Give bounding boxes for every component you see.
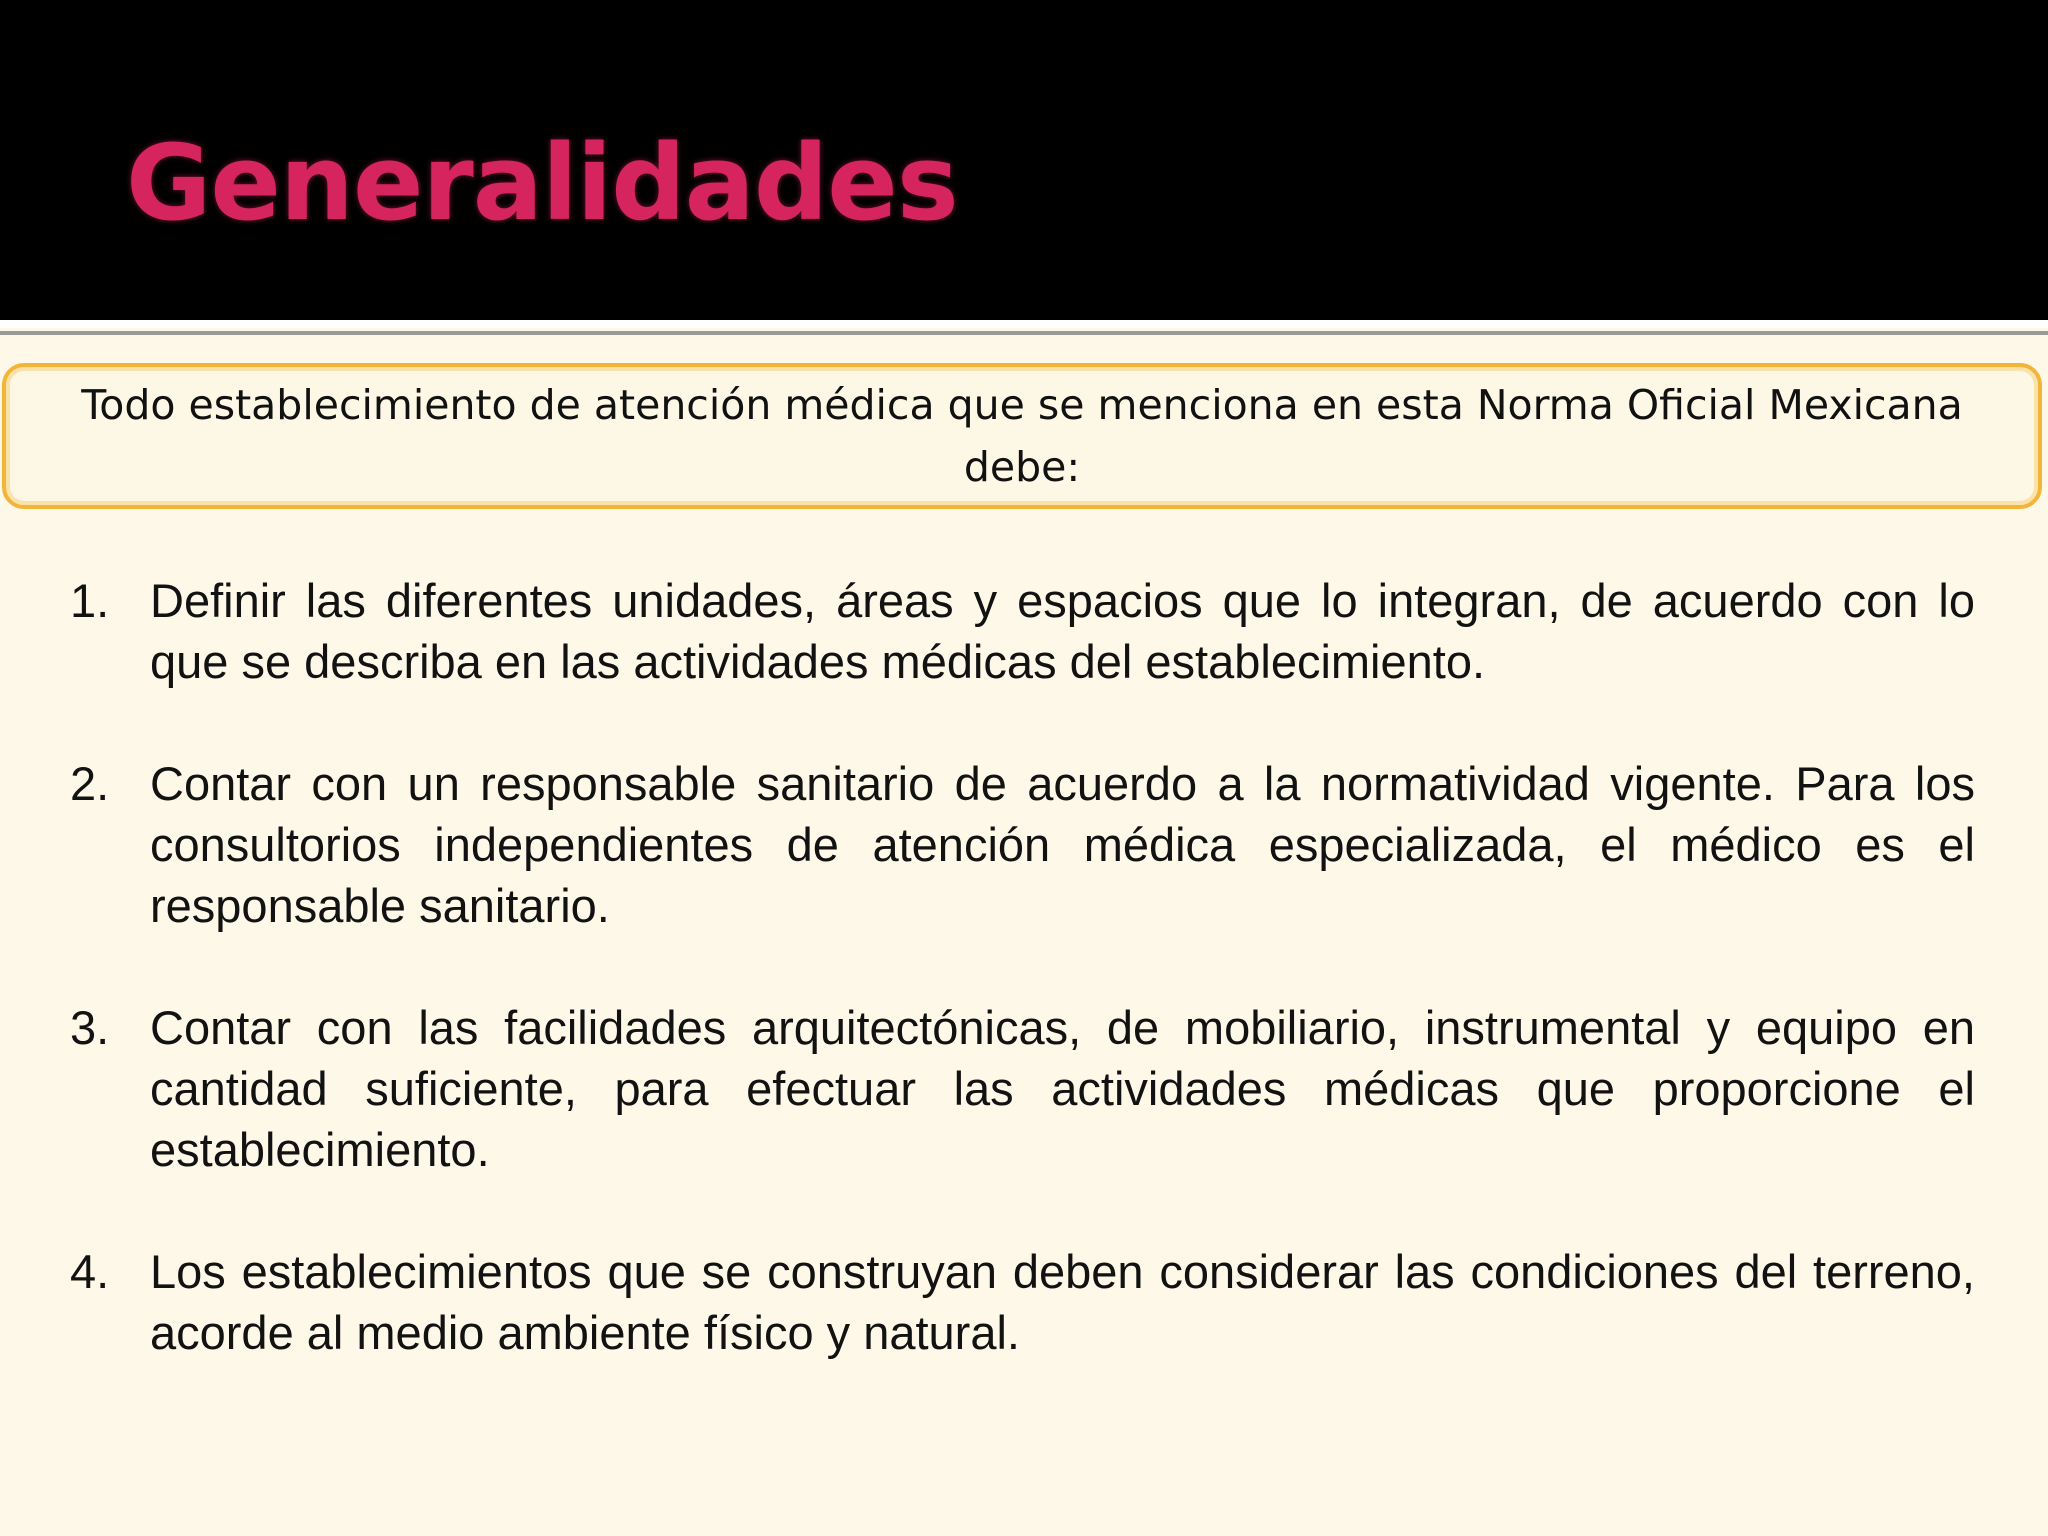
- list-item-number: 3.: [70, 1001, 110, 1054]
- list-item-text: Contar con las facilidades arquitectónicas, de mobiliario, instrumental y equipo en cantidad suficiente, para efectuar las actividades médicas que proporcione el establecimiento.: [150, 1001, 1975, 1176]
- requirements-list: [70, 570, 1975, 1424]
- list-item-number: 4.: [70, 1245, 110, 1298]
- title-bar: [0, 0, 2048, 320]
- divider-white: [0, 320, 2048, 328]
- list-item-text: Los establecimientos que se construyan deben considerar las condiciones del terreno, acorde al medio ambiente físico y natural.: [150, 1245, 1975, 1359]
- intro-callout-text: Todo establecimiento de atención médica que se menciona en esta Norma Oficial Mexicana debe:: [81, 381, 1963, 491]
- intro-callout-box: [2, 363, 2042, 509]
- list-item: [70, 1241, 1975, 1363]
- list-item-text: Definir las diferentes unidades, áreas y espacios que lo integran, de acuerdo con lo que se describa en las actividades médicas del establecimiento.: [150, 574, 1975, 688]
- divider-gray: [0, 331, 2048, 335]
- list-item: [70, 997, 1975, 1180]
- list-item-text: Contar con un responsable sanitario de acuerdo a la normatividad vigente. Para los consultorios independientes de atención médica especializada, el médico es el responsable sanitario.: [150, 757, 1975, 932]
- slide-title: Generalidades: [126, 122, 958, 244]
- list-item-number: 1.: [70, 574, 110, 627]
- list-item-number: 2.: [70, 757, 110, 810]
- list-item: [70, 753, 1975, 936]
- list-item: [70, 570, 1975, 692]
